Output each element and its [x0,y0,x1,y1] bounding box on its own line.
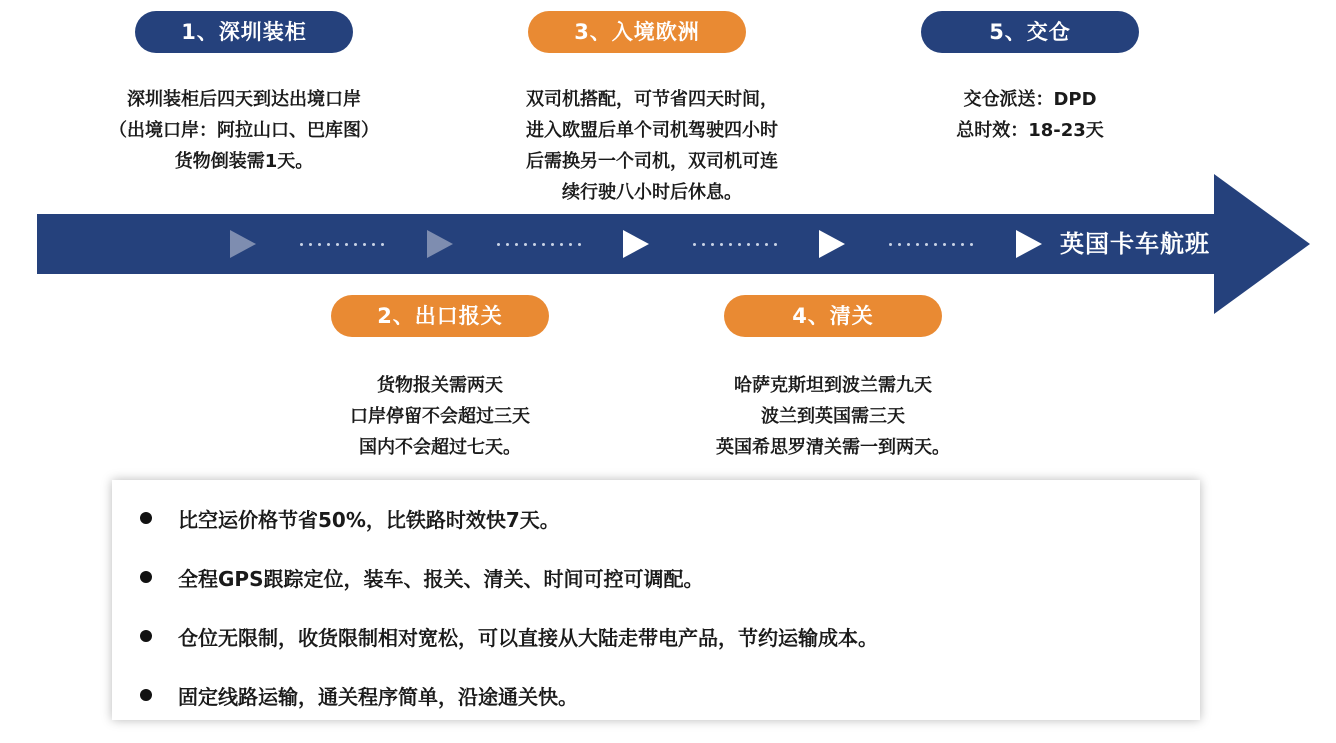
step-4-line: 波兰到英国需三天 [761,406,905,427]
benefits-panel [112,480,1200,720]
step-3-line: 后需换另一个司机，双司机可连 [526,151,778,172]
step-2-pill: 2、出口报关 [331,295,549,337]
step-4-description [673,370,993,463]
benefit-text: 全程GPS跟踪定位，装车、报关、清关、时间可控可调配。 [178,566,704,591]
step-3-line: 双司机搭配，可节省四天时间， [526,89,778,110]
step-3-pill: 3、入境欧洲 [528,11,746,53]
benefit-item [140,502,560,534]
step-3-description [487,84,817,208]
dotted-connector [693,234,777,254]
benefit-text: 仓位无限制，收货限制相对宽松，可以直接从大陆走带电产品，节约运输成本。 [178,625,878,650]
step-3-line: 进入欧盟后单个司机驾驶四小时 [526,120,778,141]
step-4-line: 英国希思罗清关需一到两天。 [716,437,950,458]
play-marker-icon [819,230,845,258]
step-1-line: 深圳装柜后四天到达出境口岸 [127,89,361,110]
step-2-line: 口岸停留不会超过三天 [350,406,530,427]
step-1-line: 货物倒装需1天。 [174,151,314,172]
step-1-description [94,84,394,177]
step-5-pill: 5、交仓 [921,11,1139,53]
step-2-line: 国内不会超过七天。 [359,437,521,458]
bullet-icon [140,630,152,642]
bullet-icon [140,512,152,524]
benefit-item [140,620,878,652]
step-4-pill: 4、清关 [724,295,942,337]
step-1-line: （出境口岸：阿拉山口、巴库图） [109,120,379,141]
play-marker-icon [230,230,256,258]
dotted-connector [300,234,384,254]
bullet-icon [140,689,152,701]
dotted-connector [497,234,581,254]
play-marker-icon [1016,230,1042,258]
benefit-item [140,561,703,593]
play-marker-icon [427,230,453,258]
dotted-connector [889,234,973,254]
step-5-description [900,84,1160,146]
play-marker-icon [623,230,649,258]
step-1-pill: 1、深圳装柜 [135,11,353,53]
benefit-text: 固定线路运输，通关程序简单，沿途通关快。 [178,684,578,709]
bullet-icon [140,571,152,583]
step-2-description [300,370,580,463]
step-2-line: 货物报关需两天 [377,375,503,396]
benefit-item [140,679,578,711]
arrow-title: 英国卡车航班 [1060,230,1210,258]
benefit-text: 比空运价格节省50%，比铁路时效快7天。 [178,507,560,532]
step-3-line: 续行驶八小时后休息。 [562,182,742,203]
step-5-line: 总时效：18-23天 [956,120,1104,141]
step-4-line: 哈萨克斯坦到波兰需九天 [734,375,932,396]
step-5-line: 交仓派送：DPD [963,89,1097,110]
